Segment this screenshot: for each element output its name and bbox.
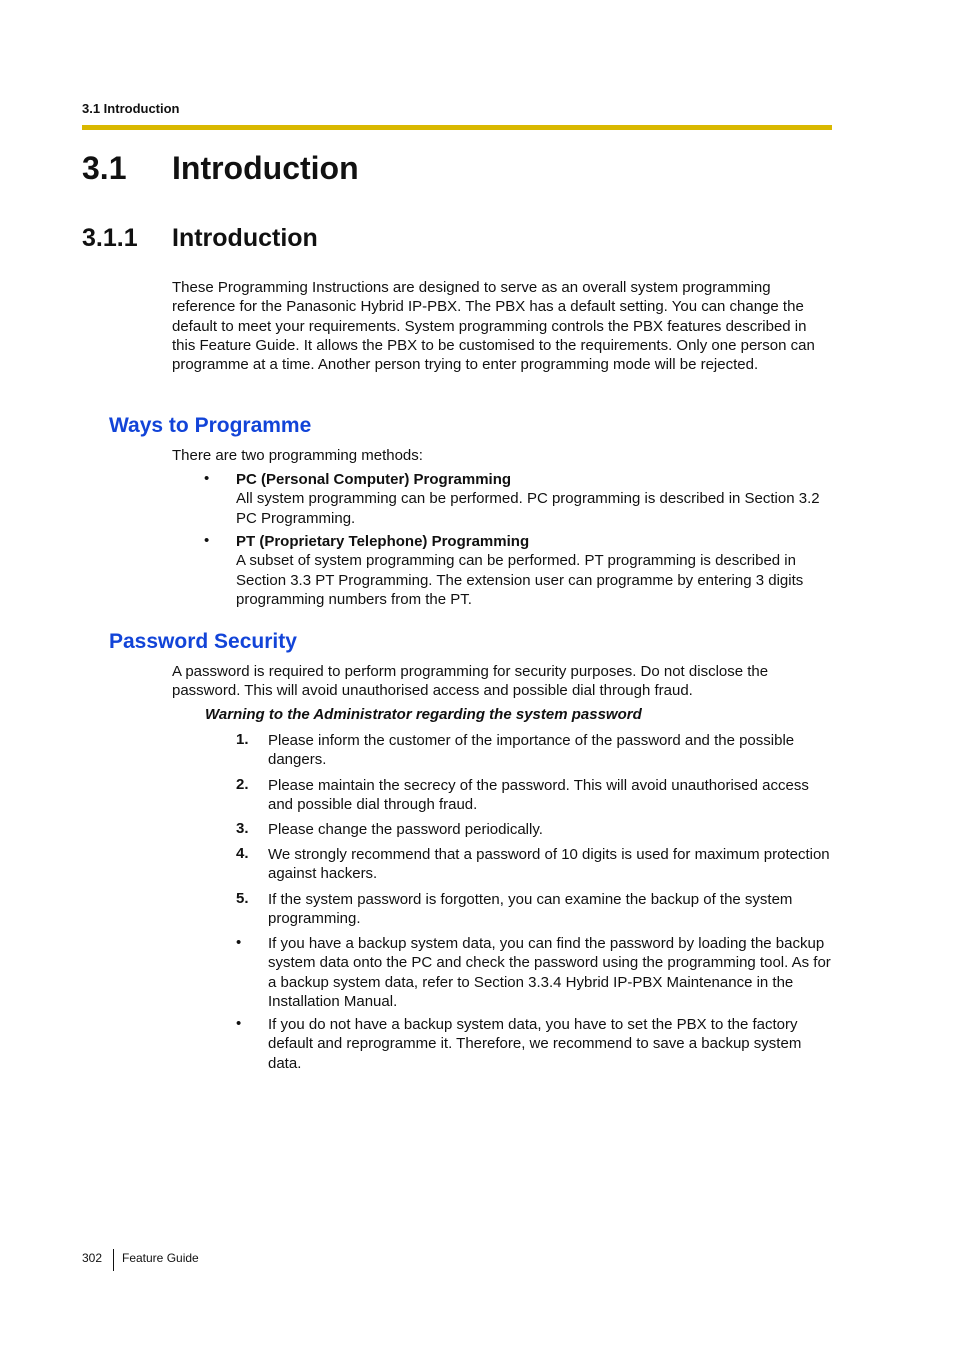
section-title: Introduction [172, 150, 359, 186]
bullet: • [236, 1015, 242, 1032]
list-item-title: PC (Personal Computer) Programming [236, 471, 512, 488]
password-heading: Password Security [109, 630, 297, 653]
section-number: 3.1 [82, 150, 127, 186]
step-text: Please change the password periodically. [268, 821, 543, 838]
bullet: • [236, 934, 242, 951]
step-number: 1. [236, 731, 249, 748]
warning-title: Warning to the Administrator regarding the system password [205, 706, 642, 723]
step-text: Please inform the customer of the importance of the password and the possible dangers. [268, 732, 795, 769]
step-number: 5. [236, 890, 249, 907]
list-item [236, 470, 832, 528]
list-item-title: PT (Proprietary Telephone) Programming [236, 533, 530, 550]
footer-divider [113, 1249, 114, 1271]
subsection-heading [82, 224, 318, 253]
running-header: 3.1 Introduction [82, 101, 180, 116]
step-number: 2. [236, 776, 249, 793]
header-rule [82, 125, 832, 130]
bullet: • [204, 532, 210, 549]
step-text: Please maintain the secrecy of the password. This will avoid unauthorised access and possible dial through fraud. [268, 777, 809, 814]
list-item-text: All system programming can be performed. PC programming is described in Section 3.2 PC Programming. [236, 490, 820, 527]
subsection-number: 3.1.1 [82, 224, 138, 252]
page-number: 302 [82, 1251, 103, 1265]
sub-item-text: If you do not have a backup system data, you have to set the PBX to the factory default and reprogramme it. Therefore, we recommend to save a backup system data. [268, 1016, 802, 1072]
list-item [236, 532, 832, 609]
ways-intro: There are two programming methods: [172, 447, 423, 464]
subsection-title: Introduction [172, 224, 318, 252]
list-item-text: A subset of system programming can be performed. PT programming is described in Section 3.3 PT Programming. The extension user can programme by entering 3 digits programming numbers from the PT. [236, 552, 804, 608]
sub-item-text: If you have a backup system data, you can find the password by loading the backup system data onto the PC and check the password using the programming tool. As for a backup system data, refer to Section 3.3.4 Hybrid IP-PBX Maintenance in the Installation Manual. [268, 935, 831, 1010]
step-number: 3. [236, 820, 249, 837]
ways-heading: Ways to Programme [109, 414, 312, 437]
step-number: 4. [236, 845, 249, 862]
step-text: If the system password is forgotten, you can examine the backup of the system programming. [268, 891, 793, 928]
intro-paragraph: These Programming Instructions are designed to serve as an overall system programming reference for the Panasonic Hybrid IP-PBX. The PBX has a default setting. You can change the default to meet your requirements. System programming controls the PBX features described in this Feature Guide. It allows the PBX to be customised to the requirements. Only one person can programme at a time. Another person trying to enter programming mode will be rejected. [172, 279, 815, 374]
bullet: • [204, 470, 210, 487]
step-text: We strongly recommend that a password of 10 digits is used for maximum protection against hackers. [268, 846, 830, 883]
section-heading [82, 150, 359, 187]
password-intro: A password is required to perform programming for security purposes. Do not disclose the password. This will avoid unauthorised access and possible dial through fraud. [172, 663, 769, 700]
footer-title: Feature Guide [122, 1251, 199, 1265]
